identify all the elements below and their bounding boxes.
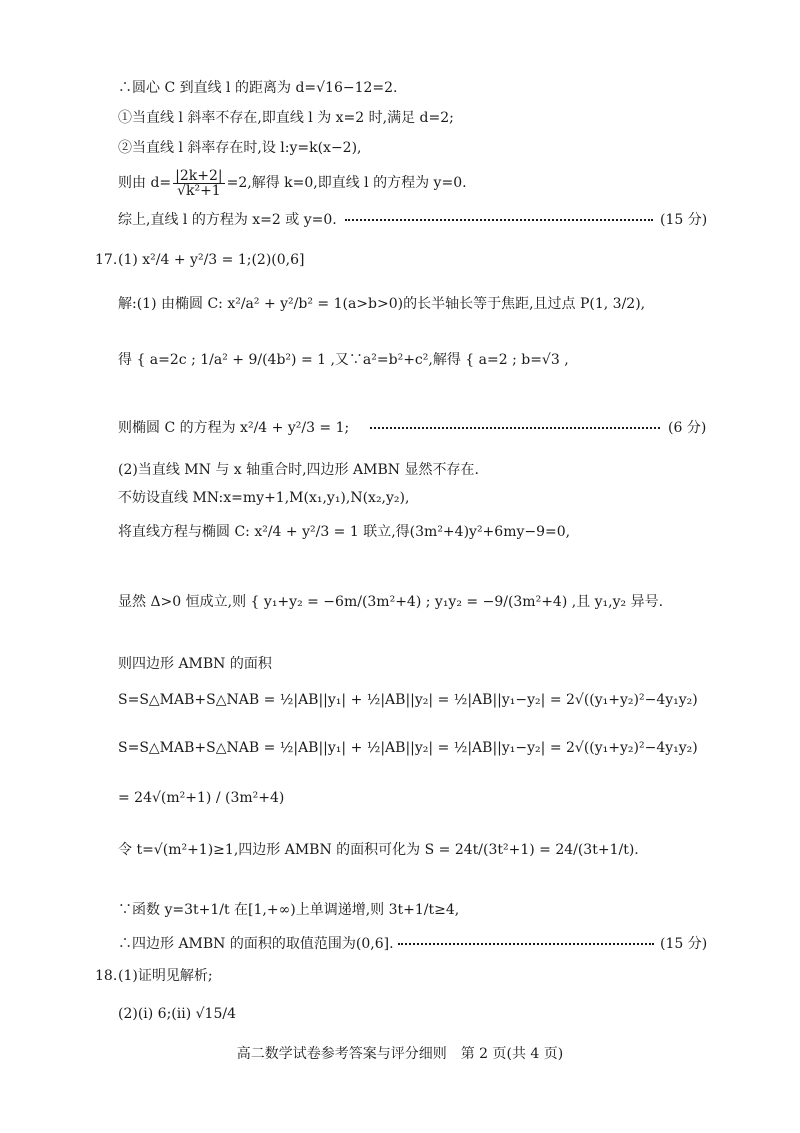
q17-area1-text: S=S△MAB+S△NAB = ½|AB||y₁| + ½|AB||y₂| = ½|AB||y₁−y₂| = 2√((y₁+y₂)²−4y₁y₂) [118,692,698,708]
q17-t-text: 令 t=√(m²+1)≥1,四边形 AMBN 的面积可化为 S = 24t/(3t²+1) = 24/(3t+1/t). [118,842,639,858]
q17-p2-5-text: 则四边形 AMBN 的面积 [118,656,272,672]
distance-numerator: |2k+2| [175,167,223,184]
text-l04-a: 则由 d= [118,175,172,191]
q17-result-1 [118,418,349,438]
q17-part2-3 [118,522,570,542]
conclusion-line [118,210,337,230]
q17-answer-text: (1) x²/4 + y²/3 = 1;(2)(0,6] [118,252,305,268]
text-l05: 综上,直线 l 的方程为 x=2 或 y=0. [118,212,337,228]
q17-final-text: ∴四边形 AMBN 的面积的取值范围为(0,6]. [118,936,394,952]
case-1-line [118,108,454,128]
leader-dots [370,418,660,438]
q17-mono-text: ∵函数 y=3t+1/t 在[1,+∞)上单调递增,则 3t+1/t≥4, [118,902,460,918]
case-2-line [118,138,362,158]
q17-part2-2 [118,488,409,508]
q17-substitution [118,840,639,860]
page-footer: 高二数学试卷参考答案与评分细则 第 2 页(共 4 页) [236,1046,564,1062]
text-l02: ①当直线 l 斜率不存在,即直线 l 为 x=2 时,满足 d=2; [118,110,454,126]
score-15-a: (15 分) [660,212,708,228]
q18-2-text: (2)(ⅰ) 6;(ⅱ) √15/4 [118,1006,236,1022]
q17-p2-4-text: 显然 Δ>0 恒成立,则 { y₁+y₂ = −6m/(3m²+4) ; y₁y₂ = −9/(3m²+4) ,且 y₁,y₂ 异号. [118,594,664,610]
q17-part2-5 [118,654,272,674]
leader-dots [345,210,653,230]
score-15-b: (15 分) [660,936,708,952]
q17-area-1 [118,690,698,710]
q17-number [95,250,117,270]
q17-sys1-text: 得 { a=2c ; 1/a² + 9/(4b²) = 1 ,又∵a²=b²+c²,解得 { a=2 ; b=√3 , [118,352,569,368]
q18-part2 [118,1004,236,1024]
text-l03: ②当直线 l 斜率存在时,设 l:y=k(x−2), [118,140,362,156]
q17-final [118,934,394,954]
q17-part2-4 [118,592,663,612]
q17-area-3 [118,788,284,808]
q17-part2-1 [118,460,479,480]
q18-part1 [118,966,213,986]
score-6: (6 分) [668,420,707,436]
distance-line [118,78,398,98]
q17-p2-1-text: (2)当直线 MN 与 x 轴重合时,四边形 AMBN 显然不存在. [118,462,479,478]
q18-label: 18. [95,968,118,984]
leader-dots [398,934,654,954]
distance-fraction [173,169,224,198]
q17-monotonic [118,900,459,920]
text-l04-b: =2,解得 k=0,即直线 l 的方程为 y=0. [226,175,467,191]
distance-formula-line [118,166,467,200]
q17-p2-3-text: 将直线方程与椭圆 C: x²/4 + y²/3 = 1 联立,得(3m²+4)y²+6my−9=0, [118,524,571,540]
q17-area3-text: = 24√(m²+1) / (3m²+4) [118,790,285,806]
text-l01: ∴圆心 C 到直线 l 的距离为 d=√16−12=2. [118,80,398,96]
q17-res1-text: 则椭圆 C 的方程为 x²/4 + y²/3 = 1; [118,420,350,436]
q17-area-2 [118,738,698,758]
q18-1-text: (1)证明见解析; [118,968,213,984]
q17-system-1 [118,350,569,370]
q17-sol1-text: 解:(1) 由椭圆 C: x²/a² + y²/b² = 1(a>b>0)的长半轴长等于焦距,且过点 P(1, 3/2), [118,296,646,312]
q17-label: 17. [95,252,118,268]
q17-p2-2-text: 不妨设直线 MN:x=my+1,M(x₁,y₁),N(x₂,y₂), [118,490,410,506]
q17-answer [118,250,304,270]
q17-area2-text: S=S△MAB+S△NAB = ½|AB||y₁| + ½|AB||y₂| = ½|AB||y₁−y₂| = 2√((y₁+y₂)²−4y₁y₂) [118,740,698,756]
distance-denominator: √k²+1 [173,183,224,198]
q18-number [95,966,117,986]
q17-solution-1 [118,294,645,314]
